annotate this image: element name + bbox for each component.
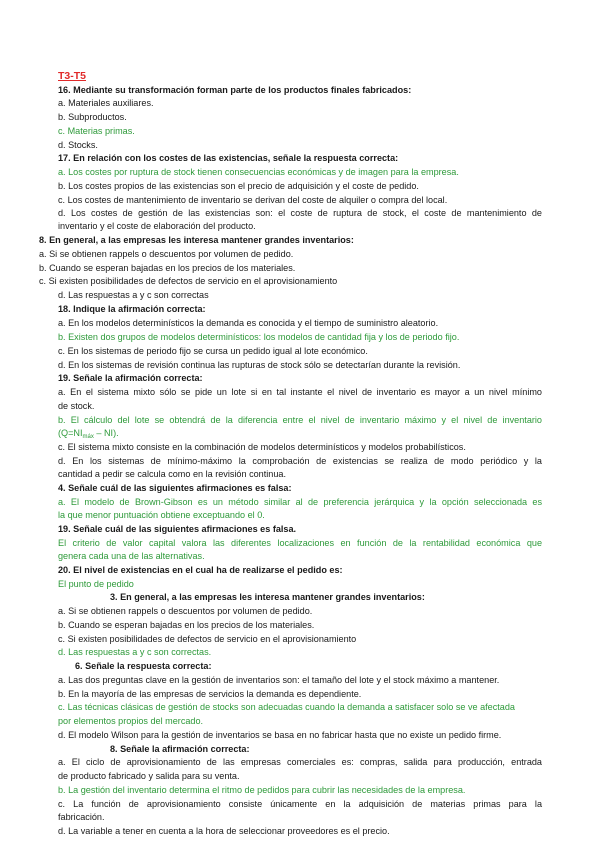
page-title: T3-T5 [58,70,87,82]
q17-option-d-line2: inventario y el coste de elaboración del producto. [58,221,256,231]
question-19-stem: 19. Señale la afirmación correcta: [58,373,203,383]
q19-option-d-line1: d. En los sistemas de mínimo-máximo la comprobación de existencias se realiza de modo periódico y la [58,456,542,466]
formula-subscript: máx [82,434,94,440]
q17-option-c: c. Los costes de mantenimiento de inventario se derivan del coste de alquiler o compra del local. [58,195,448,205]
q8-option-c: c. Si existen posibilidades de defectos de servicio en el aprovisionamiento [39,276,338,286]
q16-option-b: b. Subproductos. [58,112,127,122]
question-18-stem: 18. Indique la afirmación correcta: [58,304,206,314]
question-6-stem: 6. Señale la respuesta correcta: [75,661,212,671]
q17-option-a-correct: a. Los costes por ruptura de stock tienen consecuencias económicas y de imagen para la empresa. [58,167,459,177]
q8b-option-d: d. La variable a tener en cuenta a la hora de seleccionar proveedores es el precio. [58,826,390,836]
q19-option-d-line2: cantidad a pedir se calcula como en la revisión continua. [58,469,286,479]
q16-option-a: a. Materiales auxiliares. [58,98,154,108]
q4-option-a-line2-correct: la que menor puntuación obtiene exceptuando el 0. [58,510,265,520]
q8b-option-a-line2: de producto fabricado y salida para su venta. [58,771,240,781]
q6-option-b: b. En la mayoría de las empresas de servicios la demanda es dependiente. [58,689,362,699]
q6-option-c-line2-correct: por elementos propios del mercado. [58,716,204,726]
question-4-stem: 4. Señale cuál de las siguientes afirmaciones es falsa: [58,483,292,493]
q8b-option-a-line1: a. El ciclo de aprovisionamiento de las empresas comerciales es: compras, salida para producción, entrada [58,757,542,767]
q18-option-d: d. En los sistemas de revisión continua las rupturas de stock sólo se detectarían durante la revisión. [58,360,461,370]
q19-option-b-line1-correct: b. El cálculo del lote se obtendrá de la diferencia entre el nivel de inventario máximo y el nivel de inventario [58,415,542,425]
q17-option-d-line1: d. Los costes de gestión de las existencias son: el coste de ruptura de stock, el coste de mantenimiento de [58,208,542,218]
q8-option-a: a. Si se obtienen rappels o descuentos por volumen de pedido. [39,249,294,259]
q16-option-d: d. Stocks. [58,140,98,150]
question-3-stem: 3. En general, a las empresas les interesa mantener grandes inventarios: [110,592,425,602]
question-20-stem: 20. El nivel de existencias en el cual ha de realizarse el pedido es: [58,565,343,575]
q6-option-d: d. El modelo Wilson para la gestión de inventarios se basa en no fabricar hasta que no existe un pedido firme. [58,730,502,740]
q6-option-c-line1-correct: c. Las técnicas clásicas de gestión de stocks son adecuadas cuando la demanda a satisfacer solo se ve afectada [58,702,515,712]
q8-option-b: b. Cuando se esperan bajadas en los precios de los materiales. [39,263,296,273]
question-17-stem: 17. En relación con los costes de las existencias, señale la respuesta correcta: [58,153,399,163]
q8b-option-c-line2: fabricación. [58,812,105,822]
question-8-stem: 8. En general, a las empresas les interesa mantener grandes inventarios: [39,235,354,245]
q18-option-a: a. En los modelos determinísticos la demanda es conocida y el tiempo de suministro aleatorio. [58,318,439,328]
q3-option-b: b. Cuando se esperan bajadas en los precios de los materiales. [58,620,315,630]
q3-option-a: a. Si se obtienen rappels o descuentos por volumen de pedido. [58,606,313,616]
q19-option-a-line1: a. En el sistema mixto sólo se pide un lote si en tal instante el nivel de inventario es mayor a un nivel mínimo [58,387,542,397]
question-16-stem: 16. Mediante su transformación forman parte de los productos finales fabricados: [58,85,412,95]
q19-option-a-line2: de stock. [58,401,95,411]
q16-option-c-correct: c. Materias primas. [58,126,135,136]
q8b-option-b-correct: b. La gestión del inventario determina el ritmo de pedidos para cubrir las necesidades de la empresa. [58,785,466,795]
q18-option-b-correct: b. Existen dos grupos de modelos determinísticos: los modelos de cantidad fija y los de periodo fijo. [58,332,460,342]
q6-option-a: a. Las dos preguntas clave en la gestión de inventarios son: el tamaño del lote y el stock máximo a mantener. [58,675,500,685]
q19b-answer-line2: genera cada una de las alternativas. [58,551,205,561]
q19-option-b-line2-correct [58,428,119,439]
formula-suffix: – NI). [93,428,119,438]
q19b-answer-line1: El criterio de valor capital valora las diferentes localizaciones en función de la rentabilidad económica que [58,538,542,548]
q17-option-b: b. Los costes propios de las existencias son el precio de adquisición y el coste de pedido. [58,181,419,191]
q4-option-a-line1-correct: a. El modelo de Brown-Gibson es un método similar al de preferencia jerárquica y la opción seleccionada es [58,497,542,507]
q8-option-d: d. Las respuestas a y c son correctas [58,290,209,300]
formula-prefix: (Q=NI [58,428,83,438]
q18-option-c: c. En los sistemas de periodo fijo se cursa un pedido igual al lote económico. [58,346,368,356]
q19-option-c: c. El sistema mixto consiste en la combinación de modelos determinísticos y modelos probabilísticos. [58,442,466,452]
q20-answer: El punto de pedido [58,579,134,589]
question-19b-stem: 19. Señale cuál de las siguientes afirmaciones es falsa. [58,524,297,534]
question-8b-stem: 8. Señale la afirmación correcta: [110,744,250,754]
q3-option-c: c. Si existen posibilidades de defectos de servicio en el aprovisionamiento [58,634,357,644]
q8b-option-c-line1: c. La función de aprovisionamiento consiste únicamente en la adquisición de materias primas para la [58,799,542,809]
q3-option-d-correct: d. Las respuestas a y c son correctas. [58,647,212,657]
